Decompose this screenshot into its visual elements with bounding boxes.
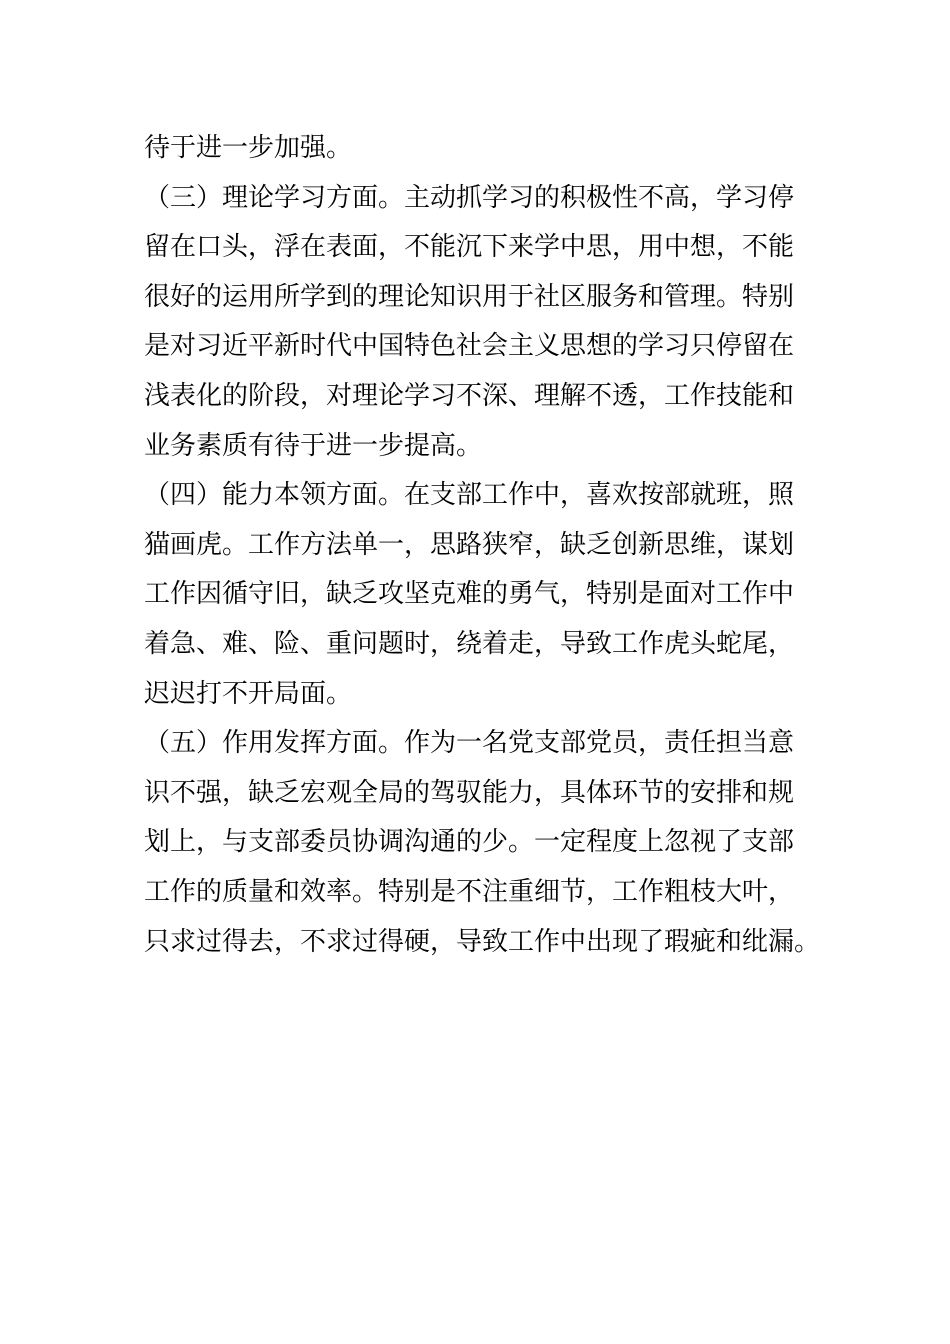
text-line: 猫画虎。工作方法单一，思路狭窄，缺乏创新思维，谋划 bbox=[144, 529, 795, 560]
document-body bbox=[144, 124, 824, 967]
text-line: 划上，与支部委员协调沟通的少。一定程度上忽视了支部 bbox=[144, 827, 795, 858]
text-line: 很好的运用所学到的理论知识用于社区服务和管理。特别 bbox=[144, 281, 795, 312]
text-line: 工作因循守旧，缺乏攻坚克难的勇气，特别是面对工作中 bbox=[144, 579, 795, 610]
text-line: 迟迟打不开局面。 bbox=[144, 678, 353, 709]
text-line: （五）作用发挥方面。作为一名党支部党员，责任担当意 bbox=[144, 728, 795, 759]
text-line: 业务素质有待于进一步提高。 bbox=[144, 430, 483, 461]
text-line: （三）理论学习方面。主动抓学习的积极性不高，学习停 bbox=[144, 182, 795, 213]
text-line: 待于进一步加强。 bbox=[144, 133, 353, 163]
text-line: 识不强，缺乏宏观全局的驾驭能力，具体环节的安排和规 bbox=[144, 777, 795, 808]
text-line: （四）能力本领方面。在支部工作中，喜欢按部就班，照 bbox=[144, 480, 795, 511]
text-line: 着急、难、险、重问题时，绕着走，导致工作虎头蛇尾， bbox=[144, 628, 795, 659]
text-line: 只求过得去，不求过得硬，导致工作中出现了瑕疵和纰漏。 bbox=[144, 926, 821, 957]
text-line: 浅表化的阶段，对理论学习不深、理解不透，工作技能和 bbox=[144, 380, 795, 411]
text-line: 留在口头，浮在表面，不能沉下来学中思，用中想，不能 bbox=[144, 232, 795, 263]
text-line: 是对习近平新时代中国特色社会主义思想的学习只停留在 bbox=[144, 331, 795, 362]
text-line: 工作的质量和效率。特别是不注重细节，工作粗枝大叶， bbox=[144, 876, 795, 907]
